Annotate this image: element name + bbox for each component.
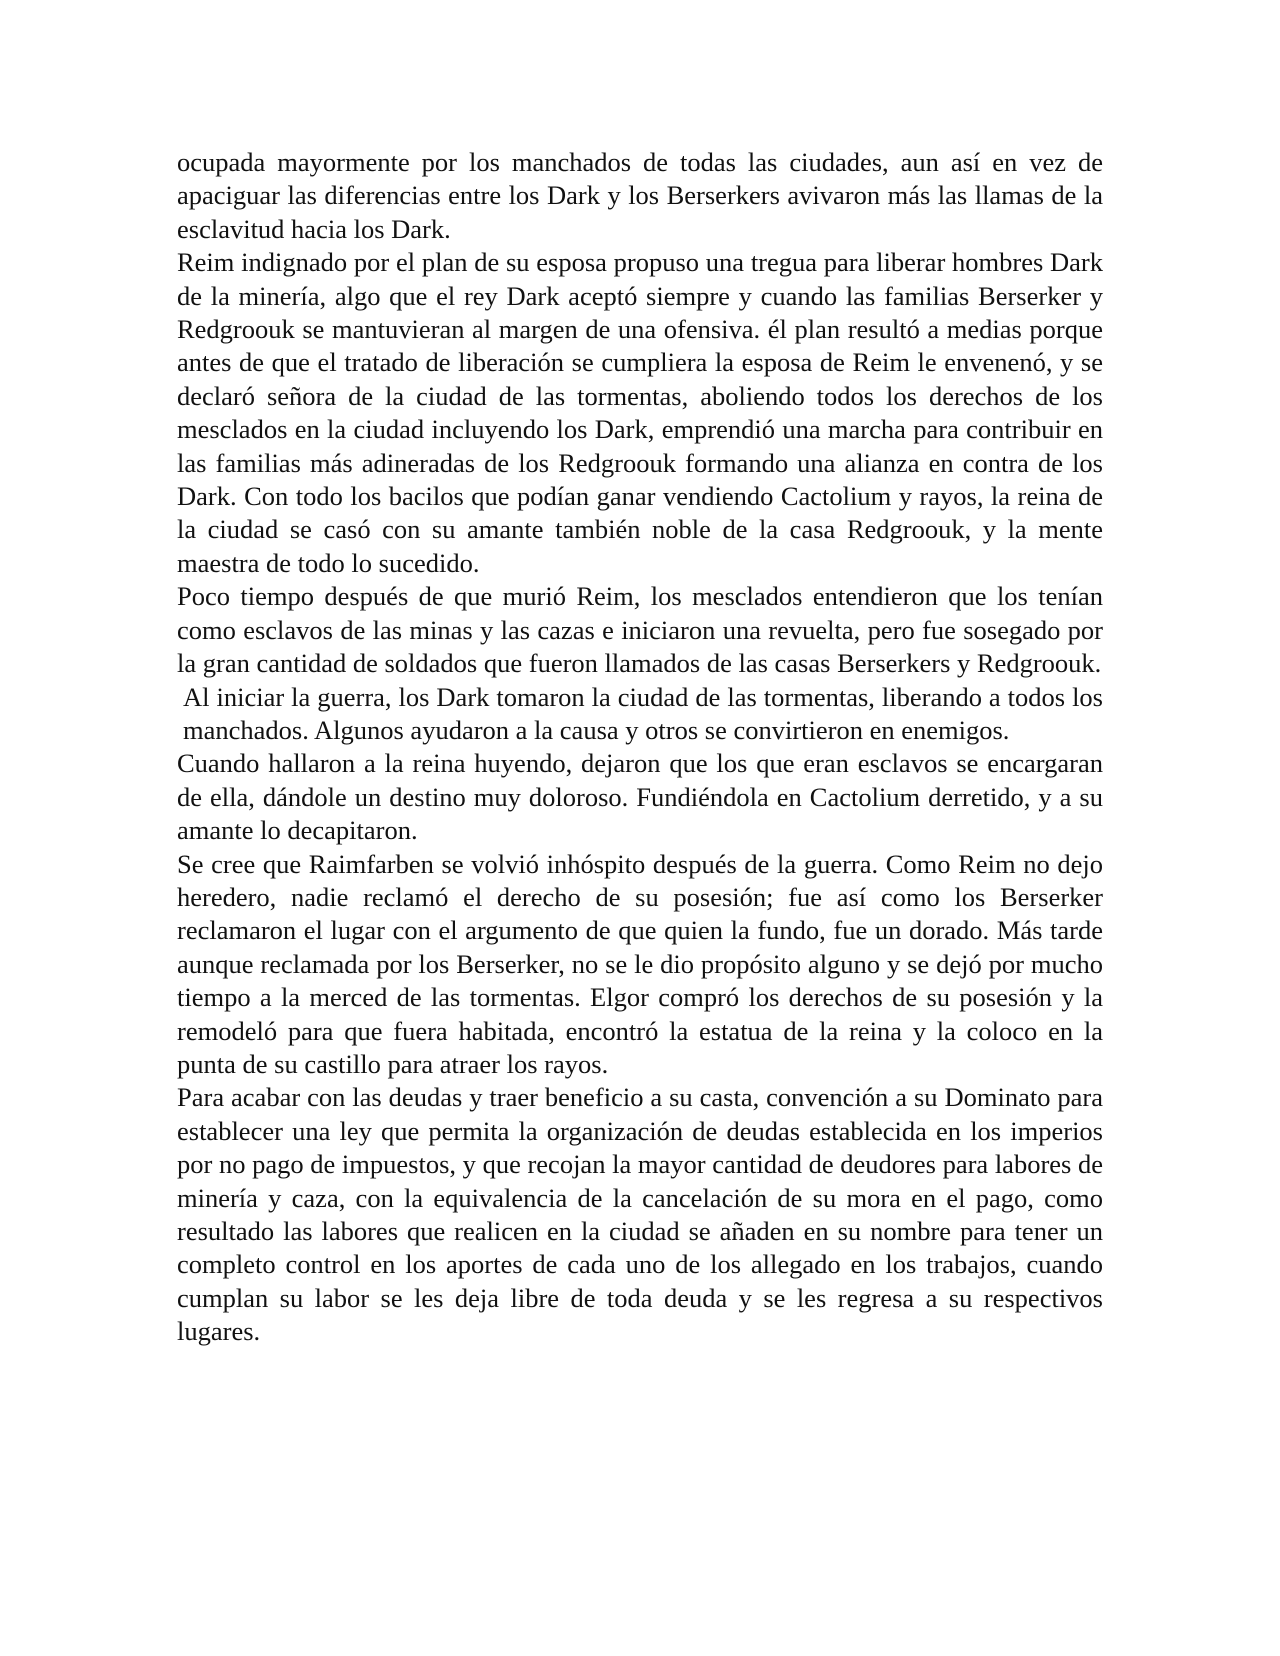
paragraph-7: Para acabar con las deudas y traer beneficio a su casta, convención a su Dominato para establecer una ley que permita la organización de deudas establecida en los imperios por no pago de impuestos, y que recojan la mayor cantidad de deudores para labores de minería y caza, con la equivalencia de la cancelación de su mora en el pago, como resultado las labores que realicen en la ciudad se añaden en su nombre para tener un completo control en los aportes de cada uno de los allegado en los trabajos, cuando cumplan su labor se les deja libre de toda deuda y se les regresa a su respectivos lugares. <box>177 1082 1103 1347</box>
document-page <box>177 146 1103 1349</box>
paragraph-3: Poco tiempo después de que murió Reim, los mesclados entendieron que los tenían como esclavos de las minas y las cazas e iniciaron una revuelta, pero fue sosegado por la gran cantidad de soldados que fueron llamados de las casas Berserkers y Redgroouk. <box>177 581 1103 679</box>
paragraph-1: ocupada mayormente por los manchados de todas las ciudades, aun así en vez de apaciguar las diferencias entre los Dark y los Berserkers avivaron más las llamas de la esclavitud hacia los Dark. <box>177 147 1103 244</box>
paragraph-2: Reim indignado por el plan de su esposa propuso una tregua para liberar hombres Dark de la minería, algo que el rey Dark aceptó siempre y cuando las familias Berserker y Redgroouk se mantuvieran al margen de una ofensiva. él plan resultó a medias porque antes de que el tratado de liberación se cumpliera la esposa de Reim le envenenó, y se declaró señora de la ciudad de las tormentas, aboliendo todos los derechos de los mesclados en la ciudad incluyendo los Dark, emprendió una marcha para contribuir en las familias más adineradas de los Redgroouk formando una alianza en contra de los Dark. Con todo los bacilos que podían ganar vendiendo Cactolium y rayos, la reina de la ciudad se casó con su amante también noble de la casa Redgroouk, y la mente maestra de todo lo sucedido. <box>177 247 1103 578</box>
paragraph-5: Cuando hallaron a la reina huyendo, dejaron que los que eran esclavos se encargaran de ella, dándole un destino muy doloroso. Fundiéndola en Cactolium derretido, y a su amante lo decapitaron. <box>177 748 1103 846</box>
paragraph-6: Se cree que Raimfarben se volvió inhóspito después de la guerra. Como Reim no dejo heredero, nadie reclamó el derecho de su posesión; fue así como los Berserker reclamaron el lugar con el argumento de que quien la fundo, fue un dorado. Más tarde aunque reclamada por los Berserker, no se le dio propósito alguno y se dejó por mucho tiempo a la merced de las tormentas. Elgor compró los derechos de su posesión y la remodeló para que fuera habitada, encontró la estatua de la reina y la coloco en la punta de su castillo para atraer los rayos. <box>177 848 1103 1079</box>
paragraph-4: Al iniciar la guerra, los Dark tomaron la ciudad de las tormentas, liberando a todos los manchados. Algunos ayudaron a la causa y otros se convirtieron en enemigos. <box>183 681 1103 745</box>
